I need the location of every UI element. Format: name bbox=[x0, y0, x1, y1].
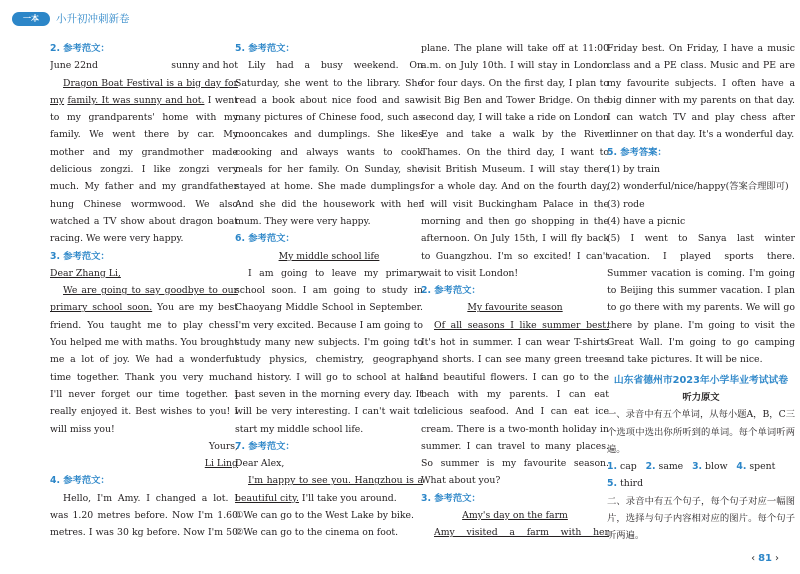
q7-option-3 bbox=[235, 542, 423, 545]
q5-heading: 5. 参考范文： bbox=[235, 43, 295, 54]
page-footer bbox=[748, 553, 782, 564]
s1-continued: plane. The plane will take off at 11:00 a.m. on July 10th. I will stay in London for four days. On the first day, I plan to visit Big Ben and Tower Bridge. On the second day, I will take a ride on London Eye and take a walk by the River Thames. On the third day, I want to visit British Museum. I will stay there for a whole day. And on the fourth day, I will visit Buckingham Palace in the morning and then go shopping in the afternoon. On July 15th, I will fly back to Guangzhou. I'm so excited! I can't wait to visit London! bbox=[421, 43, 609, 279]
listening-title: 听力原文 bbox=[682, 391, 720, 403]
part-1-instructions: 一、录音中有五个单词，从每小题A，B，C三个选项中选出你所听到的单词。每个单词听两遍。 bbox=[607, 409, 795, 455]
q2-heading: 2. 参考范文： bbox=[50, 43, 110, 54]
q2-date-line: June 22nd sunny and hot bbox=[50, 60, 238, 72]
q2-title: My favourite season bbox=[467, 302, 563, 314]
q6-heading: 6. 参考范文： bbox=[235, 233, 295, 245]
q3-signature: Li Ling bbox=[204, 458, 238, 470]
next-page-icon[interactable]: › bbox=[775, 553, 779, 564]
column-4 bbox=[607, 40, 795, 545]
q5-heading: 5. 参考答案： bbox=[607, 146, 667, 158]
q7-body: I'm happy to see you. Hangzhou is a beautiful city. I'll take you around. bbox=[235, 475, 423, 504]
q7-option-2: ②We can go to the cinema on foot. bbox=[235, 527, 399, 539]
q3-greeting: Dear Zhang Li, bbox=[50, 267, 121, 279]
q3-body: We are going to say goodbye to our primary school soon. You are my best friend. You taught me to play chess. You helped me with maths. You brought me a lot of joy. We had a wonderful time together. Thank you very much. I'll never forget our time together. I really enjoyed it. Best wishes to you! I will miss you! bbox=[50, 285, 238, 435]
q7-option-1: ①We can go to the West Lake by bike. bbox=[235, 510, 414, 522]
q2-heading: 2. 参考范文： bbox=[421, 285, 481, 297]
q7-greeting: Dear Alex, bbox=[235, 458, 285, 470]
prev-page-icon[interactable]: ‹ bbox=[751, 553, 756, 564]
answer-4: (4) have a picnic bbox=[607, 215, 686, 227]
q3-heading: 3. 参考范文： bbox=[421, 492, 481, 504]
word-5: 5. third bbox=[607, 478, 644, 490]
q4-body: Hello, I'm Amy. I changed a lot. I was 1.20 metres before. Now I'm 1.60 metres. I was 30 kg before. Now I'm 50 bbox=[50, 492, 238, 539]
answer-1: (1) by train bbox=[607, 164, 660, 176]
q7-heading: 7. 参考范文： bbox=[235, 440, 295, 452]
q2-body: Dragon Boat Festival is a big day for my family. It was sunny and hot. I went to my grandparents' home with my family. We went there by car. My mother and my grandmother made delicious zongzi. I like zongzi very much. My father and my grandfather hung Chinese wormwood. We also watched a TV show about dragon boat racing. We were very happy. bbox=[50, 77, 238, 245]
brand-title: 小升初冲刺新卷 bbox=[56, 13, 130, 25]
q4-heading: 4. 参考范文： bbox=[50, 475, 110, 487]
q6-title: My middle school life bbox=[278, 250, 380, 262]
answer-5: (5) I went to Sanya last winter vacation. I played sports there. Summer vacation is coming. I'm going to Beijing this summer vacation. I plan to go there with my parents. We will go there by plane. I'm going to visit the Great Wall. I'm going to go camping and take pictures. It will be nice. bbox=[607, 233, 795, 366]
logo: 一本 bbox=[12, 12, 50, 26]
exam-title: 山东省德州市2023年小学毕业考试试卷 bbox=[613, 374, 789, 386]
part-2-instructions: 二、录音中有五个句子，每个句子对应一幅图片，选择与句子内容相对应的图片。每个句子听两遍。 bbox=[607, 495, 795, 542]
q5-body: Lily had a busy weekend. On Saturday, she went to the library. She read a book about nice food and saw many pictures of Chinese food, such as mooncakes and dumplings. She likes cooking and always wants to cook meals for her family. On Sunday, she stayed at home. She made dumplings. And she did the housework with her mum. They were very happy. bbox=[235, 60, 423, 227]
q3-body: Amy visited a farm with her bbox=[434, 527, 609, 539]
page-header bbox=[0, 0, 800, 40]
q3-title: Amy's day on the farm bbox=[462, 510, 568, 522]
q3-closing: Yours, bbox=[208, 440, 238, 452]
answer-3: (3) rode bbox=[607, 198, 645, 210]
q3-heading: 3. 参考范文： bbox=[50, 250, 110, 262]
q6-body: I am going to leave my primary school soon. I am going to study in Chaoyang Middle School in September. I'm very excited. Because I am going to study many new subjects. I'm going to study physics, chemistry, geography and history. I will go to school at half past seven in the morning every day. It will be very interesting. I can't wait to start my middle school life. bbox=[235, 267, 423, 435]
column-3 bbox=[421, 40, 609, 545]
q2-body: Of all seasons I like summer best. It's hot in summer. I can wear T-shirts and shorts. I can see many green trees and beautiful flowers. I can go to the beach with my parents. I can eat delicious seafood. And I can eat ice cream. There is a two-month holiday in summer. I can travel to many places. So summer is my favourite season. What about you? bbox=[421, 319, 609, 487]
column-2 bbox=[235, 40, 423, 545]
q4-continued: Friday best. On Friday, I have a music class and a PE class. Music and PE are my favourite subjects. I often have a big dinner with my parents on that day. I can watch TV and play chess after dinner on that day. It's a wonderful day. bbox=[607, 43, 795, 141]
answer-2: (2) wonderful/nice/happy(答案合理即可) bbox=[607, 181, 789, 193]
page-number: 81 bbox=[758, 553, 772, 564]
word-list: 1. cap 2. same 3. blow 4. spent bbox=[607, 461, 776, 473]
column-1 bbox=[50, 40, 238, 545]
